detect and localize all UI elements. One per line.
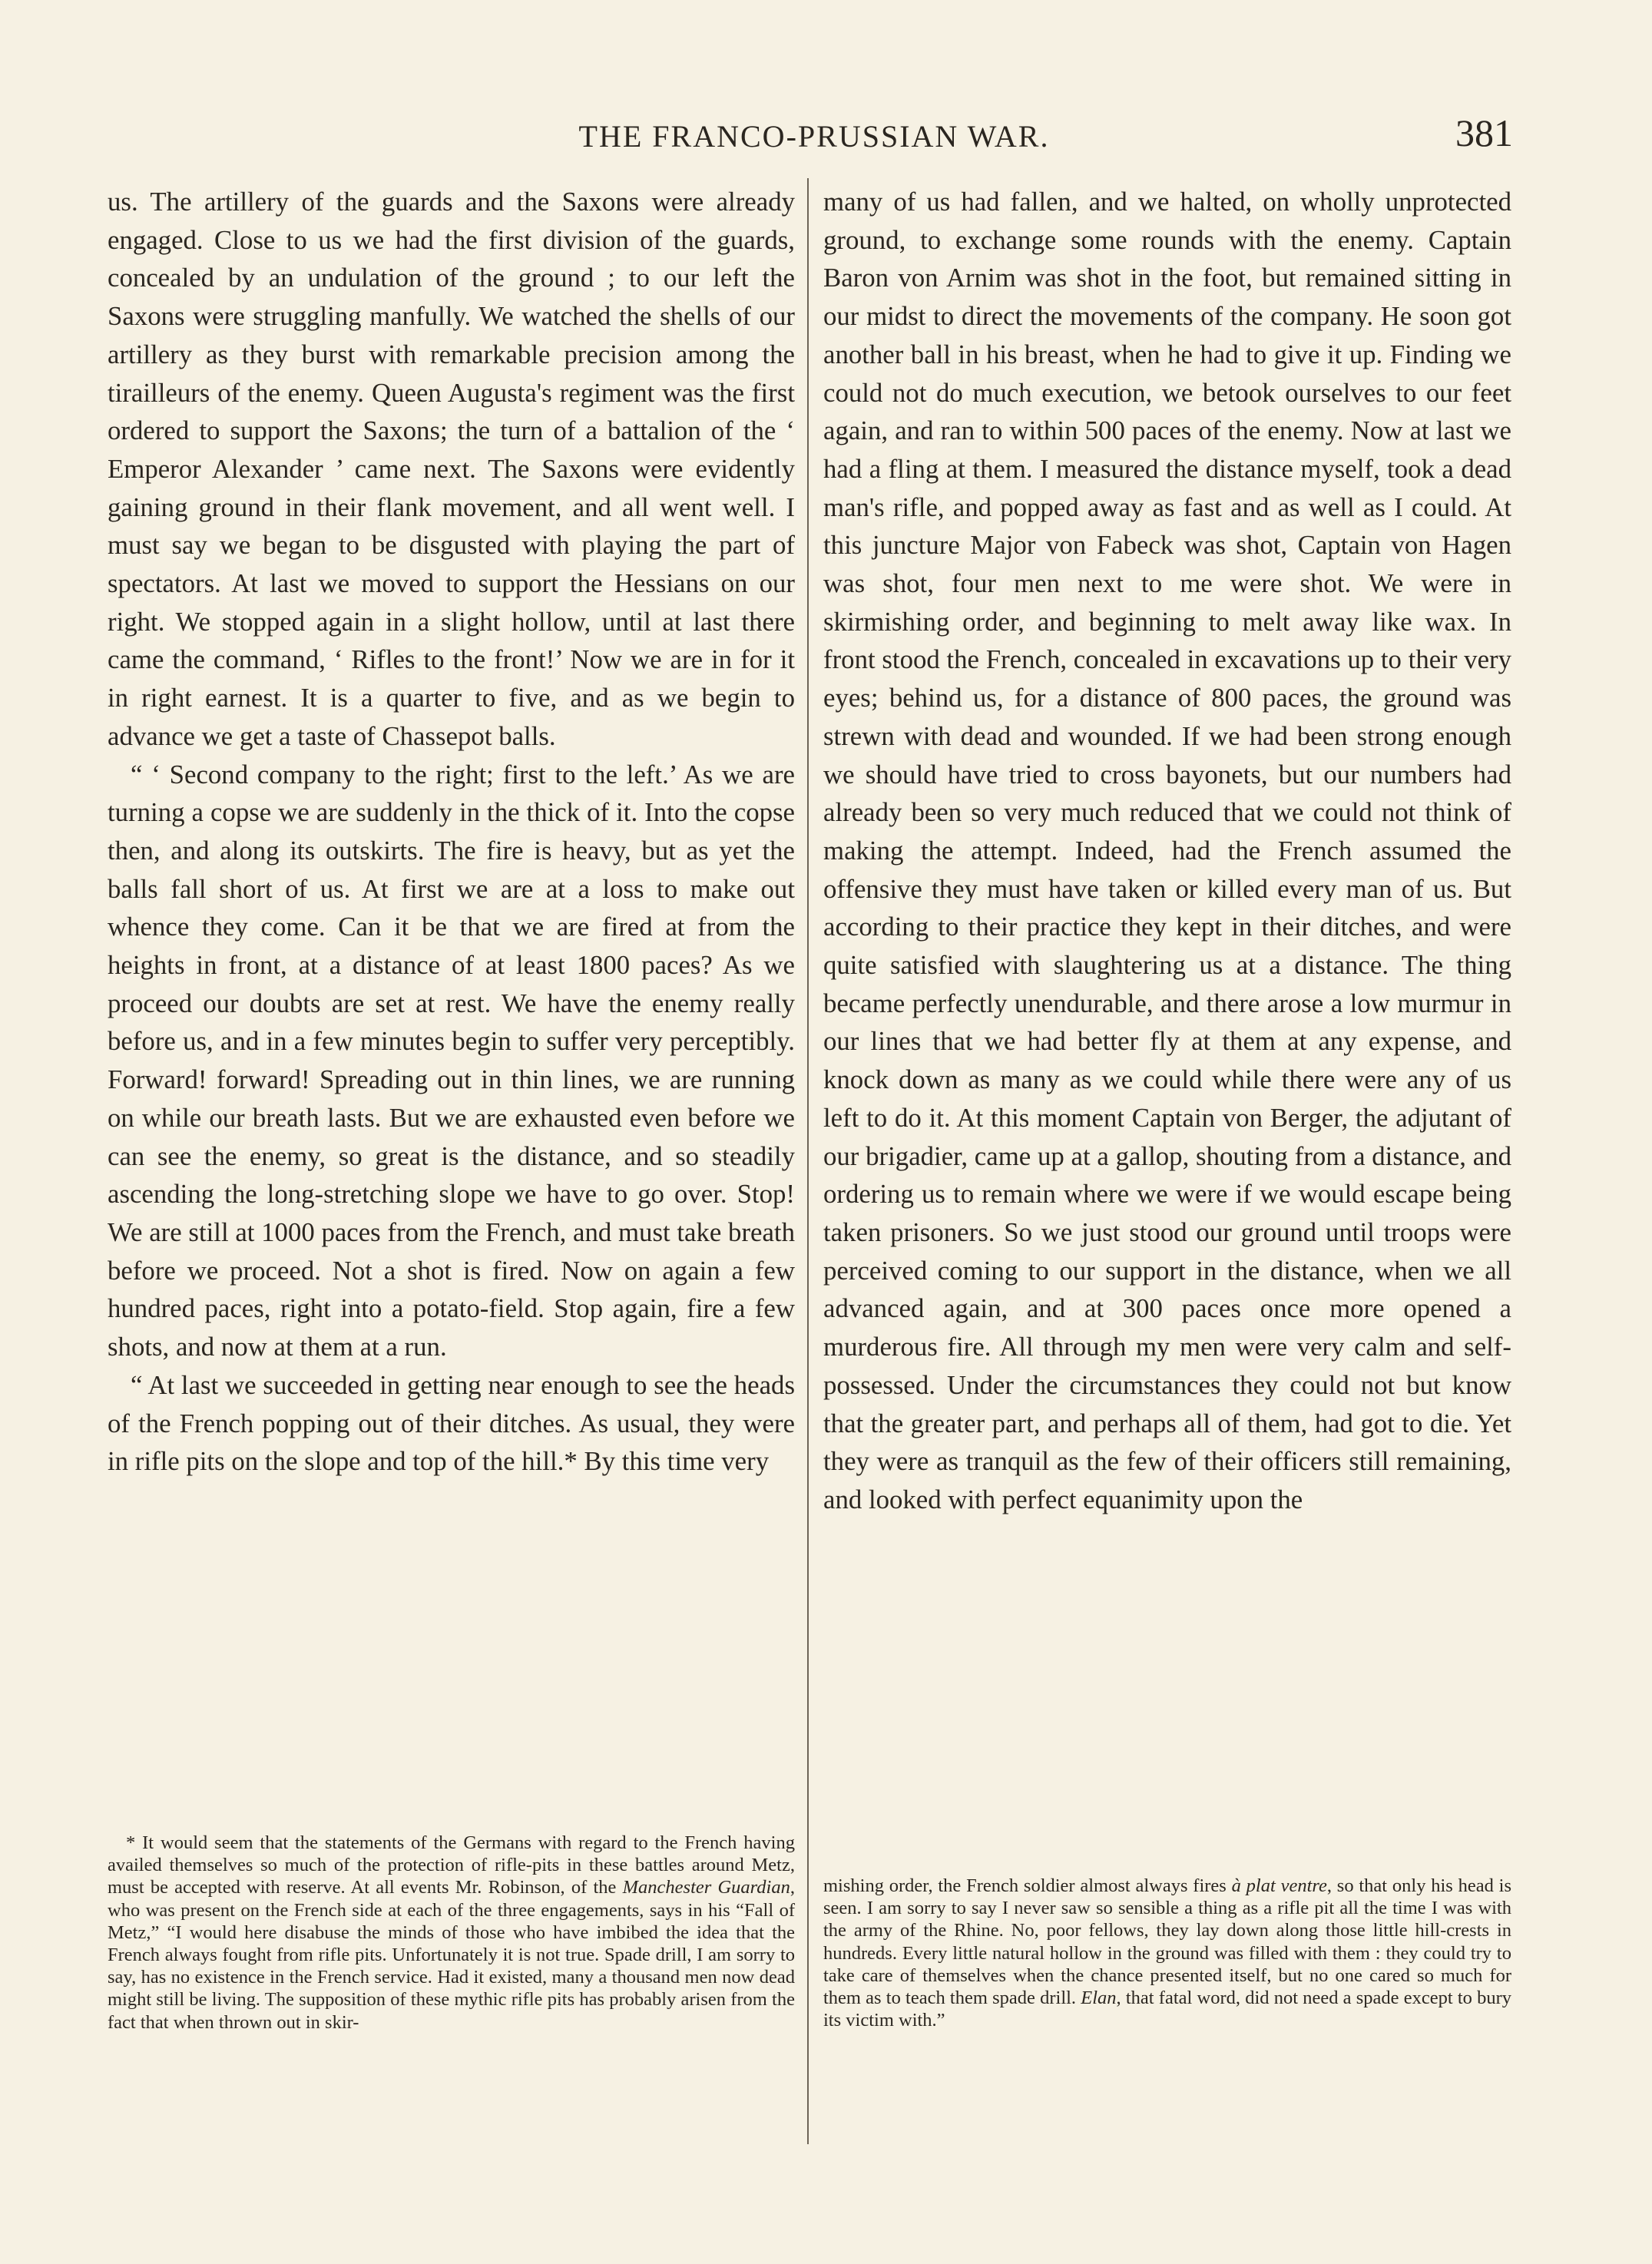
footnote-left-text-b: , who was present on the French side at each of the three engagements, says in his “Fall of Metz,” “I would here disabuse the minds of those who have imbibed the idea that the French always fought from rifle pits. Unfortunately it is not true. Spade drill, I am sorry to say, has no existence in the French service. Had it existed, many a thousand men now dead might still be living. The supposition of these mythic rifle pits has probably arisen from the fact that when thrown out in skir-: [108, 1877, 795, 2033]
footnote-left-italic: Manchester Guardian: [622, 1877, 790, 1898]
running-title: THE FRANCO-PRUSSIAN WAR.: [578, 119, 1050, 154]
left-column: [108, 183, 795, 1481]
left-paragraph-1: us. The artillery of the guards and the Saxons were already engaged. Close to us we had the first division of the guards, concealed by an undulation of the ground ; to our left the Saxons were struggling manfully. We watched the shells of our artillery as they burst with remarkable precision among the tirailleurs of the enemy. Queen Augusta's regiment was the first ordered to support the Saxons; the turn of a battalion of the ‘ Emperor Alexander ’ came next. The Saxons were evidently gaining ground in their flank movement, and all went well. I must say we began to be disgusted with playing the part of spectators. At last we moved to support the Hessians on our right. We stopped again in a slight hollow, until at last there came the command, ‘ Rifles to the front!’ Now we are in for it in right earnest. It is a quarter to five, and as we begin to advance we get a taste of Chassepot balls.: [108, 187, 795, 751]
column-divider: [807, 178, 809, 2144]
footnote-left: [108, 1832, 795, 2034]
footnote-right-italic-1: à plat ventre: [1231, 1875, 1327, 1896]
page-number: 381: [1455, 111, 1513, 154]
footnote-left-text-a: * It would seem that the statements of the Germans with regard to the French having availed themselves so much of the protection of rifle-pits in these battles around Metz, must be accepted with reserve. At all events Mr. Robinson, of the: [108, 1832, 795, 1898]
footnote-right-italic-2: Elan: [1081, 1988, 1117, 2009]
footnote-right-text-a: mishing order, the French soldier almost always fires: [823, 1875, 1232, 1896]
right-column: [823, 183, 1511, 1519]
left-paragraph-3: “ At last we succeeded in getting near enough to see the heads of the French popping out of their ditches. As usual, they were in rifle pits on the slope and top of the hill.* By this time very: [108, 1369, 795, 1477]
right-paragraph-1: many of us had fallen, and we halted, on wholly unprotected ground, to exchange some rounds with the enemy. Captain Baron von Arnim was shot in the foot, but remained sitting in our midst to direct the movements of the company. He soon got another ball in his breast, when he had to give it up. Finding we could not do much execution, we betook ourselves to our feet again, and ran to within 500 paces of the enemy. Now at last we had a fling at them. I measured the distance myself, took a dead man's rifle, and popped away as fast and as well as I could. At this juncture Major von Fabeck was shot, Captain von Hagen was shot, four men next to me were shot. We were in skirmishing order, and beginning to melt away like wax. In front stood the French, concealed in excavations up to their very eyes; behind us, for a distance of 800 paces, the ground was strewn with dead and wounded. If we had been strong enough we should have tried to cross bayonets, but our numbers had already been so very much reduced that we could not think of making the attempt. Indeed, had the French assumed the offensive they must have taken or killed every man of us. But according to their practice they kept in their ditches, and were quite satisfied with slaughtering us at a distance. The thing became perfectly unendurable, and there arose a low murmur in our lines that we had better fly at them at any expense, and knock down as many as we could while there were any of us left to do it. At this moment Captain von Berger, the adjutant of our brigadier, came up at a gallop, shouting from a distance, and ordering us to remain where we were if we would escape being taken prisoners. So we just stood our ground until troops were perceived coming to our support in the distance, when we all advanced again, and at 300 paces once more opened a murderous fire. All through my men were very calm and self-possessed. Under the circumstances they could not but know that the greater part, and perhaps all of them, had got to die. Yet they were as tranquil as the few of their officers still remaining, and looked with perfect equanimity upon the: [823, 187, 1511, 1514]
footnote-right-text-b: , so that only his head is seen. I am sorry to say I never saw so sensible a thing as a rifle pit all the time I was with the army of the Rhine. No, poor fellows, they lay down along those little hill-crests in hundreds. Every little natural hollow in the ground was filled with them : they could try to take care of themselves when the chance presented itself, but no one cared so much for them as to teach them spade drill.: [823, 1875, 1511, 2009]
footnote-right-text-c: , that fatal word, did not need a spade except to bury its victim with.”: [823, 1988, 1512, 2031]
footnote-right: [823, 1875, 1511, 2031]
left-paragraph-2: “ ‘ Second company to the right; first to the left.’ As we are turning a copse we are suddenly in the thick of it. Into the copse then, and along its outskirts. The fire is heavy, but as yet the balls fall short of us. At first we are at a loss to make out whence they come. Can it be that we are fired at from the heights in front, at a distance of at least 1800 paces? As we proceed our doubts are set at rest. We have the enemy really before us, and in a few minutes begin to suffer very perceptibly. Forward! forward! Spreading out in thin lines, we are running on while our breath lasts. But we are exhausted even before we can see the enemy, so great is the distance, and so steadily ascending the long-stretching slope we have to go over. Stop! We are still at 1000 paces from the French, and must take breath before we proceed. Not a shot is fired. Now on again a few hundred paces, right into a potato-field. Stop again, fire a few shots, and now at them at a run.: [108, 759, 795, 1362]
running-header: [108, 108, 1521, 161]
